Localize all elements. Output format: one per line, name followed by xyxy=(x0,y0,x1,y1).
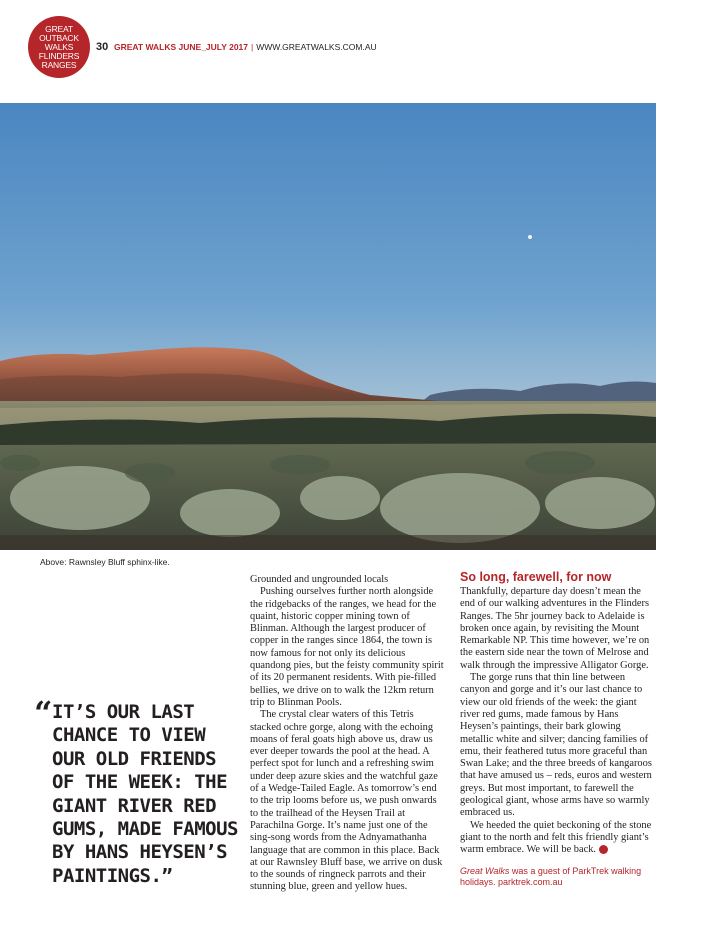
credit-text[interactable]: was a guest of ParkTrek walking holidays. parktrek.com.au xyxy=(460,865,642,888)
article-column-2 xyxy=(460,570,656,889)
running-header xyxy=(114,42,377,52)
article-column-1 xyxy=(250,574,446,894)
open-quote-mark: “ xyxy=(34,694,53,732)
paragraph: The crystal clear waters of this Tetris stacked ochre gorge, along with the echoing moans of feral goats high above us, draw us ever deeper towards the pool at the head. A perfect spot for lunch and a refreshing swim under deep azure skies and the watchful gaze of a Wedge-Tailed Eagle. As tomorrow’s end to the trip looms before us, we push onwards to the trailhead of the Heysen Trail at Parachilna Gorge. It’s name just one of the sing-song words from the Adnyamathanha language that are common in this place. Back at our Rawnsley Bluff base, we arrive on dusk to the sounds of ringneck parrots and their stunning blue, green and yellow hues. xyxy=(250,709,443,893)
landscape-photo xyxy=(0,103,656,550)
pull-quote-text xyxy=(52,701,242,888)
moon-icon xyxy=(528,235,532,239)
paragraph: Pushing ourselves further north alongside the ridgebacks of the ranges, we head for the quaint, historic copper mining town of Blinman. Although the largest producer of copper in the ranges since 1864, the town is now famous for not only its delicious quandong pies, but the feisty community spirit of its 20 permanent residents. With pie-filled bellies, we drive on to walk the 12km return trip to Blinman Pools. xyxy=(250,586,444,708)
paragraph-final xyxy=(460,820,656,857)
paragraph: Thankfully, departure day doesn’t mean the end of our walking adventures in the Flinders Ranges. The 5hr journey back to Adelaide is broken once again, by revisiting the Mount Remarkable NP. This time however, we’re on the eastern side near the town of Melrose and walk through the impressive Alligator Gorge. xyxy=(460,586,650,671)
credit-publication: Great Walks xyxy=(460,865,510,876)
subheading-locals: Grounded and ungrounded locals xyxy=(250,574,389,585)
page-number: 30 xyxy=(96,41,109,53)
website-link[interactable]: WWW.GREATWALKS.COM.AU xyxy=(256,42,377,52)
paragraph: The gorge runs that thin line between canyon and gorge and it’s our last chance to view our old friends of the week: the giant river red gums, made famous by Hans Heysen’s paintings, their bark glowing metallic white and silver; dancing families of emu, their feathered tutus more graceful than Swan Lake; and the three breeds of kangaroos that have amused us – reds, euros and western greys. But most important, to farewell the geological giant, whose arms have so warmly embraced us. xyxy=(460,672,652,819)
end-mark-icon xyxy=(599,845,608,854)
author-credit xyxy=(460,866,656,889)
publication-name: GREAT WALKS JUNE_JULY 2017 xyxy=(114,42,248,52)
photo-caption: Above: Rawnsley Bluff sphinx-like. xyxy=(40,557,170,567)
header-separator: | xyxy=(251,42,254,52)
badge-text: GREAT OUTBACK WALKS FLINDERS RANGES xyxy=(38,23,80,70)
close-quote-mark: ” xyxy=(161,864,173,887)
closing-text: We heeded the quiet beckoning of the stone giant to the north and felt this friendly giant’s warm embrace. We will be back. xyxy=(460,819,652,856)
pull-quote-body: IT’S OUR LAST CHANCE TO VIEW OUR OLD FRIENDS OF THE WEEK: THE GIANT RIVER RED GUMS, MADE FAMOUS BY HANS HEYSEN’S PAINTINGS. xyxy=(52,701,238,887)
section-heading: So long, farewell, for now xyxy=(460,570,612,584)
section-badge xyxy=(28,16,90,78)
